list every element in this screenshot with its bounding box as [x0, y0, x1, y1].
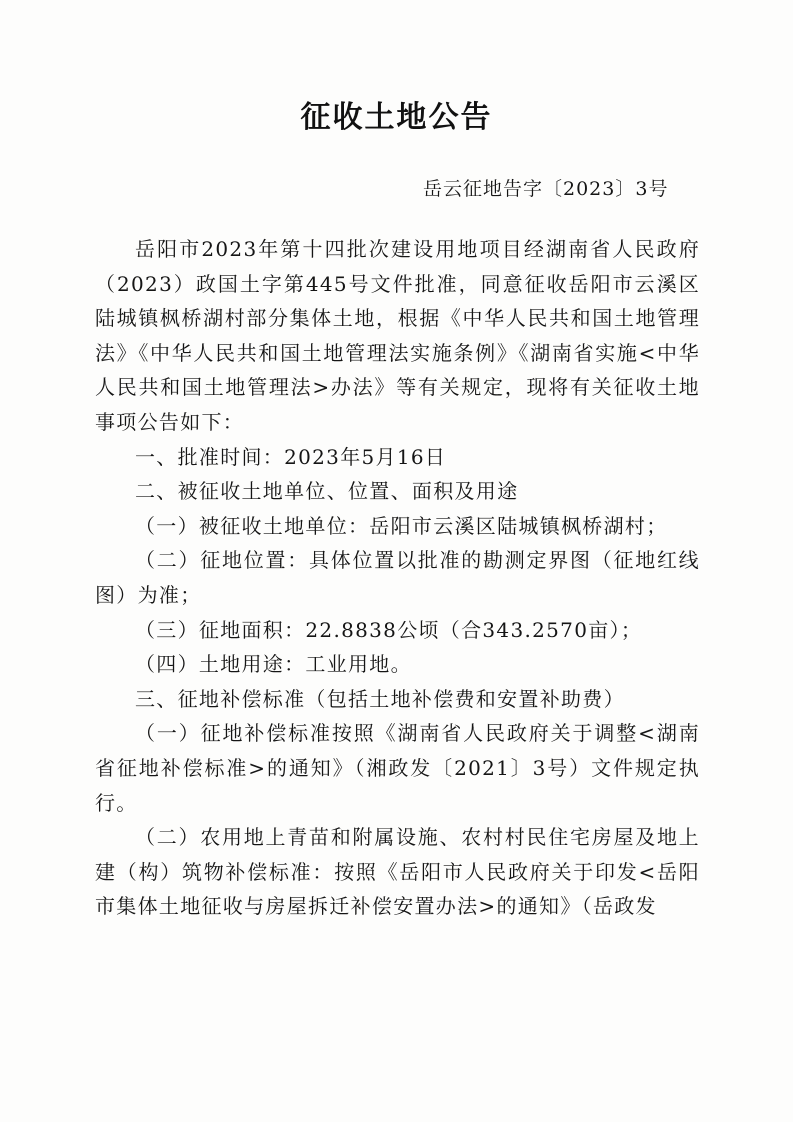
paragraph-land-area: （三）征地面积：22.8838公顷（合343.2570亩）；	[135, 617, 643, 642]
paragraph-land-location: （二）征地位置：具体位置以批准的勘测定界图（征地红线图）为准；	[95, 548, 700, 607]
document-number: 岳云征地告字〔2023〕3号	[423, 178, 669, 200]
document-body	[95, 232, 700, 924]
paragraph-section-2-heading: 二、被征收土地单位、位置、面积及用途	[135, 479, 519, 504]
paragraph-land-use: （四）土地用途：工业用地。	[135, 652, 412, 677]
paragraph-crops-buildings-compensation: （二）农用地上青苗和附属设施、农村村民住宅房屋及地上建（构）筑物补偿标准：按照《岳阳市人民政府关于印发<岳阳市集体土地征收与房屋拆迁补偿安置办法>的通知》（岳政发	[95, 825, 700, 919]
paragraph-land-unit: （一）被征收土地单位：岳阳市云溪区陆城镇枫桥湖村；	[135, 513, 668, 538]
paragraph-intro: 岳阳市2023年第十四批次建设用地项目经湖南省人民政府（2023）政国土字第445号文件批准，同意征收岳阳市云溪区陆城镇枫桥湖村部分集体土地，根据《中华人民共和国土地管理法》《中华人民共和国土地管理法实施条例》《湖南省实施<中华人民共和国土地管理法>办法》等有关规定，现将有关征收土地事项公告如下：	[95, 237, 700, 434]
paragraph-approval-time: 一、批准时间：2023年5月16日	[135, 444, 447, 469]
document-title: 征收土地公告	[300, 100, 493, 135]
paragraph-section-3-heading: 三、征地补偿标准（包括土地补偿费和安置补助费）	[135, 686, 625, 711]
paragraph-compensation-standard: （一）征地补偿标准按照《湖南省人民政府关于调整<湖南省征地补偿标准>的通知》（湘政发〔2021〕3号）文件规定执行。	[95, 721, 700, 815]
